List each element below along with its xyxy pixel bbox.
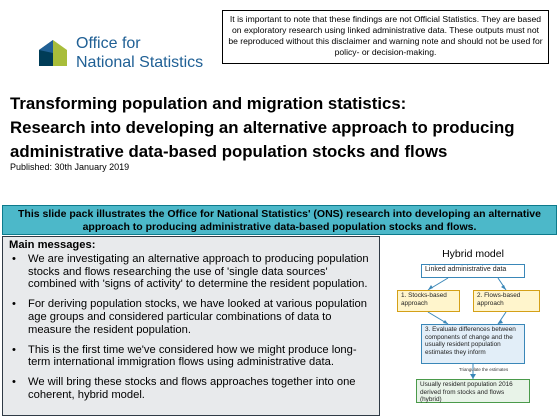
triangulate-label: Triangulate the estimates <box>459 367 509 372</box>
list-item: • This is the first time we've considered how we might produce long-term international immigration flows using administrative data. <box>9 344 373 370</box>
title-line-3: administrative data-based population stocks and flows <box>10 142 448 161</box>
main-messages-list <box>9 253 373 402</box>
logo-line-1: Office for <box>76 35 141 52</box>
disclaimer-box: It is important to note that these findings are not Official Statistics. They are based on exploratory research using linked administrative data. These outputs must not be reproduced without this disclaimer and warning note and should not be used for policy- or decision-making. <box>222 10 549 64</box>
diagram-title: Hybrid model <box>442 248 504 260</box>
main-messages-heading: Main messages: <box>9 239 96 251</box>
ons-logo-text <box>76 34 203 72</box>
title-line-1: Transforming population and migration statistics: <box>10 94 407 113</box>
list-item: • For deriving population stocks, we have looked at various population age groups and considered particular combinations of data to measure the resident population. <box>9 298 373 336</box>
flows-approach-box: 2. Flows-based approach <box>473 290 540 312</box>
ons-logo-mark <box>36 36 70 70</box>
hybrid-model-diagram <box>388 238 558 418</box>
usual-population-box: Usually resident population 2016 derived from stocks and flows (hybrid) <box>416 379 530 403</box>
logo-line-2: National Statistics <box>76 54 204 71</box>
evaluate-differences-box: 3. Evaluate differences between components of change and the usually resident population estimates they inform <box>421 324 525 364</box>
list-item: • We are investigating an alternative approach to producing population stocks and flows researching the use of 'single data sources' combined with 'signs of activity' to determine the resident population. <box>9 253 373 291</box>
page-title <box>10 92 555 164</box>
linked-data-box: Linked administrative data <box>421 264 525 278</box>
stocks-approach-box: 1. Stocks-based approach <box>397 290 460 312</box>
main-messages-panel <box>2 236 380 416</box>
summary-banner: This slide pack illustrates the Office for National Statistics' (ONS) research into developing an alternative approach to producing administrative data-based population stocks and flows. <box>2 205 557 235</box>
title-line-2: Research into developing an alternative approach to producing <box>10 118 515 137</box>
published-date: Published: 30th January 2019 <box>10 162 130 172</box>
ons-logo <box>36 30 216 76</box>
list-item: • We will bring these stocks and flows approaches together into one coherent, hybrid model. <box>9 376 373 402</box>
